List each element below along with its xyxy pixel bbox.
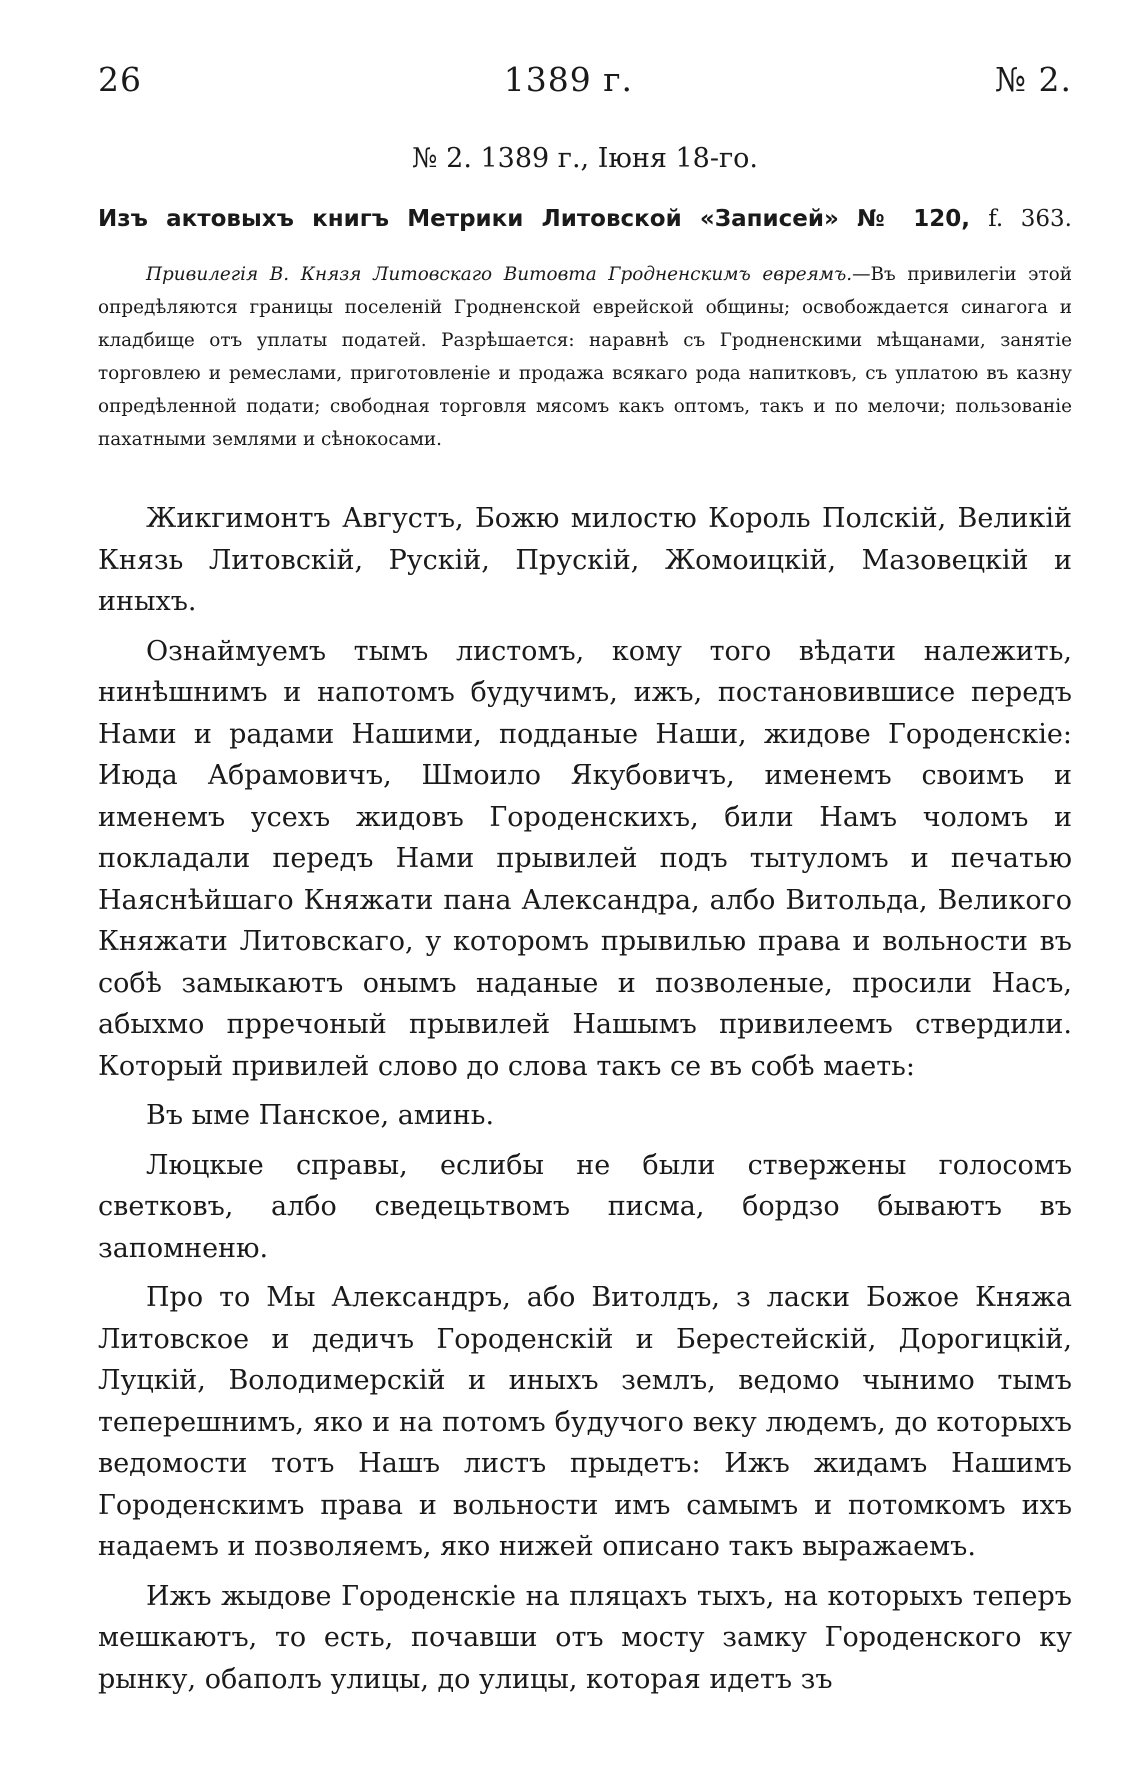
paragraph-5: Про то Мы Александръ, або Витолдъ, з ласки Божое Княжа Литовское и дедичъ Городенскій и Берестейскій, Дорогицкій, Луцкій, Володимерскій и иныхъ землъ, ведомо чынимо тымъ теперешнимъ, яко и на потомъ будучого веку людемъ, до которыхъ ведомости тотъ Нашъ листъ прыдетъ: Ижъ жидамъ Нашимъ Городенскимъ права и вольности имъ самымъ и потомкомъ ихъ надаемъ и позволяемъ, яко нижей описано такъ выражаемъ. [98,1282,1072,1562]
paragraph-6: Ижъ жыдове Городенскіе на пляцахъ тыхъ, на которыхъ теперъ мешкаютъ, то есть, почавши отъ мосту замку Городенского ку рынку, обаполъ улицы, до улицы, которая идетъ зъ [98,1580,1072,1695]
abstract-text: —Въ привилегіи этой опредѣляются границы поселеній Гродненской еврейской общины; освобождается синагога и кладбище отъ уплаты податей. Разрѣшается: наравнѣ съ Гродненскими мѣщанами, занятіе торговлею и ремеслами, приготовленіе и продажа всякаго рода напитковъ, съ уплатою въ казну опредѣленной подати; свободная торговля мясомъ какъ оптомъ, такъ и по мелочи; пользованіе пахатными землями и сѣнокосами. [98,264,1072,450]
abstract-title: Привилегія В. Князя Литовскаго Витовта Гродненскимъ евреямъ. [146,264,853,285]
running-head [98,60,1072,99]
body-text [98,498,1072,1700]
paragraph-2: Ознаймуемъ тымъ листомъ, кому того вѣдати належить, нинѣшнимъ и напотомъ будучимъ, ижъ, постановившисе передъ Нами и радами Нашими, подданые Наши, жидове Городенскіе: Июда Абрамовичъ, Шмоило Якубовичъ, именемъ своимъ и именемъ усехъ жидовъ Городенскихъ, били Намъ чоломъ и покладали передъ Нами прывилей подъ тытуломъ и печатью Наяснѣйшаго Княжати пана Александра, албо Витольда, Великого Княжати Литовскаго, у которомъ прывилью права и вольности въ собѣ замыкаютъ онымъ наданые и позволеные, просили Насъ, абыхмо прречоный прывилей Нашымъ привилеемъ ствердили. Который привилей слово до слова такъ се въ собѣ маеть: [98,635,1072,1082]
abstract [98,258,1072,456]
source-text: Изъ актовыхъ книгъ Метрики Литовской «Записей» № 120, [98,206,970,232]
running-head-doc-number: № 2. [994,60,1072,99]
paragraph-4: Люцкые справы, еслибы не были ствержены голосомъ светковъ, албо сведецьтвомъ писма, бордзо бываютъ въ запомненю. [98,1149,1072,1264]
paragraph-1: Жикгимонтъ Августъ, Божю милостю Король Полскій, Великій Князь Литовскій, Рускій, Прускій, Жомоицкій, Мазовецкій и иныхъ. [98,503,1072,617]
source-reference [98,206,1072,232]
document-page [98,60,1072,1708]
paragraph-3: Въ ыме Панское, аминь. [146,1100,495,1131]
source-folio: f. 363. [988,206,1072,232]
document-heading: № 2. 1389 г., Іюня 18-го. [412,143,758,174]
running-head-year: 1389 г. [503,60,634,99]
page-number: 26 [98,60,142,99]
